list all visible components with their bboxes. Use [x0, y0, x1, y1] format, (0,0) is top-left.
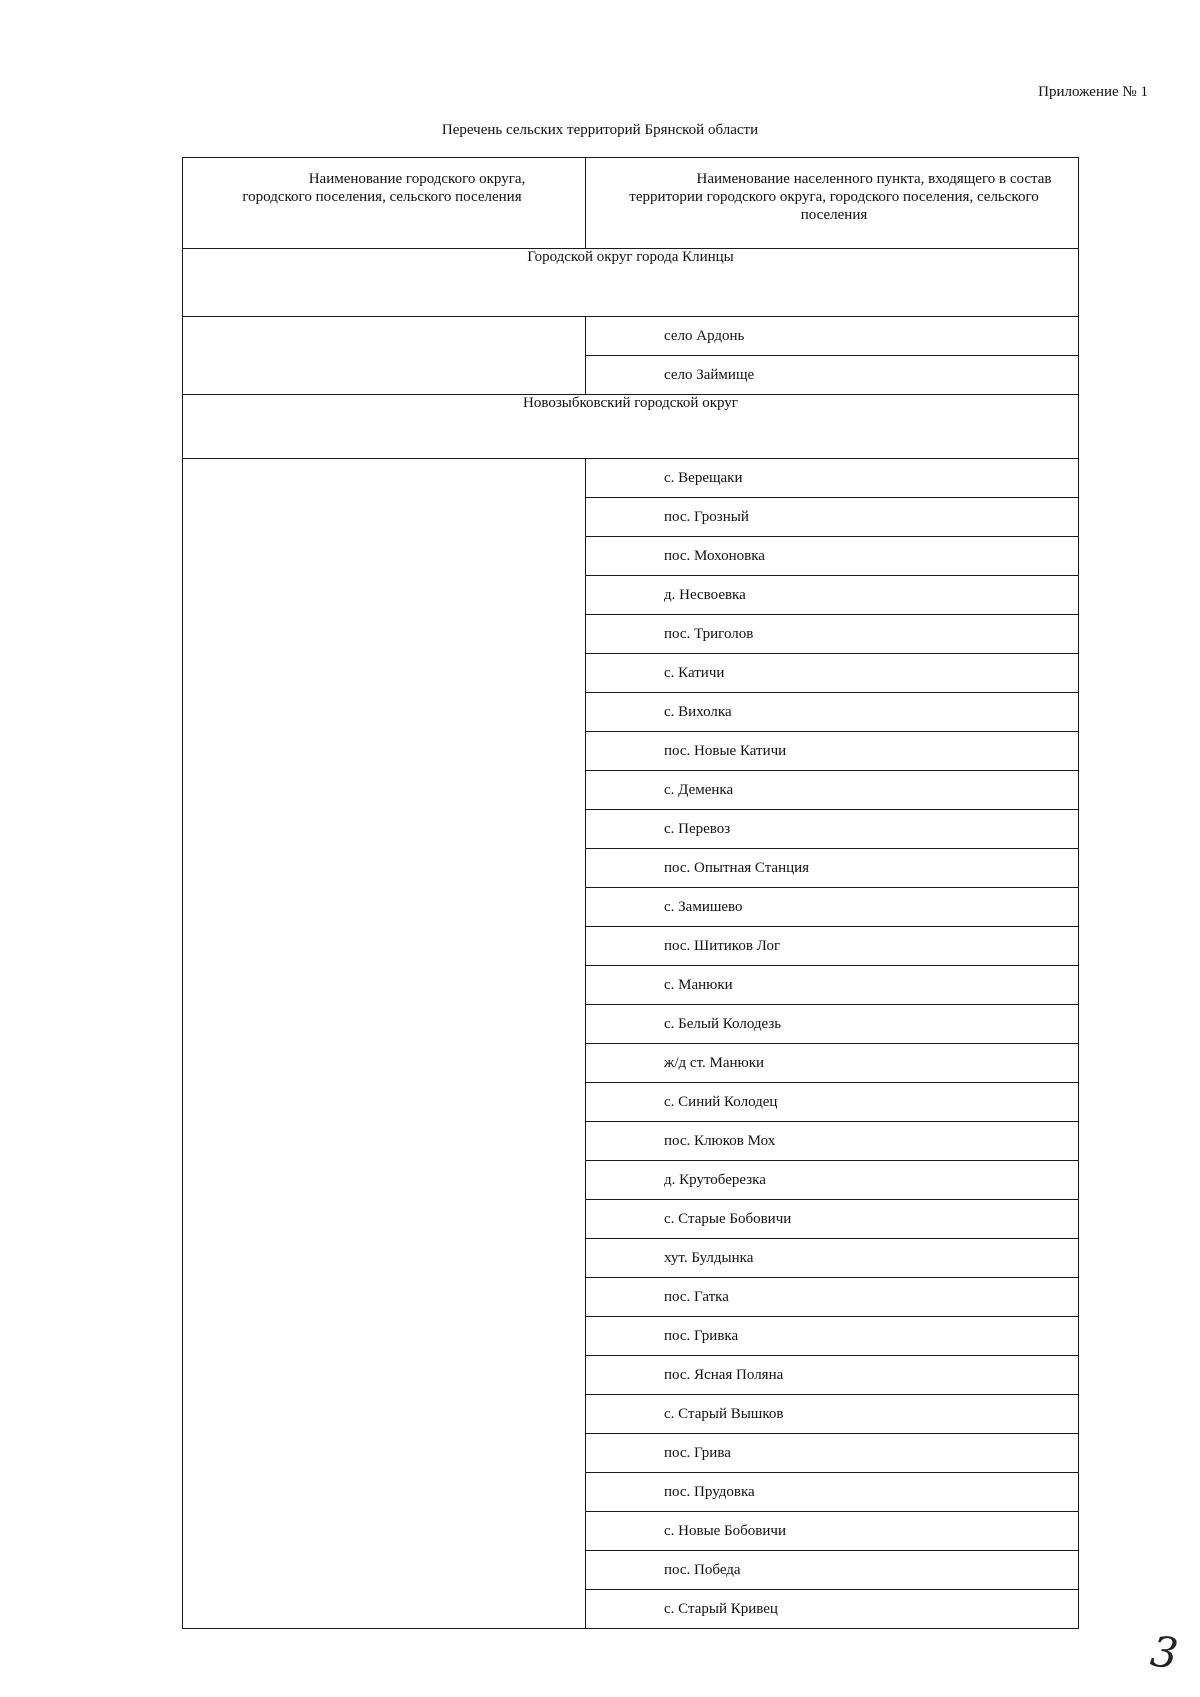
settlement-name: с. Синий Колодец: [586, 1083, 1079, 1122]
settlement-name: пос. Гатка: [586, 1278, 1079, 1317]
settlement-name: с. Старый Вышков: [586, 1395, 1079, 1434]
header-right-line-2: территории городского округа, городского поселения, сельского: [629, 189, 1039, 205]
settlement-name: с. Вихолка: [586, 693, 1079, 732]
blank-municipality-cell: [183, 459, 586, 1629]
settlement-name: с. Старый Кривец: [586, 1590, 1079, 1629]
handwritten-page-number: 3: [1147, 1626, 1182, 1679]
header-right-line-1: Наименование населенного пункта, входящего в состав: [696, 171, 1052, 187]
territories-table: [182, 157, 1079, 1629]
settlement-name: пос. Триголов: [586, 615, 1079, 654]
header-right-cell: [586, 158, 1079, 249]
header-right-line-3: поселения: [800, 207, 868, 223]
settlement-name: с. Замишево: [586, 888, 1079, 927]
settlement-name: пос. Мохоновка: [586, 537, 1079, 576]
settlement-name: пос. Шитиков Лог: [586, 927, 1079, 966]
settlement-name: с. Старые Бобовичи: [586, 1200, 1079, 1239]
settlement-name: с. Деменка: [586, 771, 1079, 810]
settlement-name: пос. Клюков Мох: [586, 1122, 1079, 1161]
table-header-row: [183, 158, 1079, 249]
table-row: [183, 459, 1079, 498]
settlement-name: село Займище: [586, 356, 1079, 395]
settlement-name: д. Крутоберезка: [586, 1161, 1079, 1200]
settlement-name: пос. Прудовка: [586, 1473, 1079, 1512]
settlement-name: село Ардонь: [586, 317, 1079, 356]
settlement-name: хут. Булдынка: [586, 1239, 1079, 1278]
settlement-name: пос. Новые Катичи: [586, 732, 1079, 771]
blank-municipality-cell: [183, 317, 586, 395]
settlement-name: с. Перевоз: [586, 810, 1079, 849]
settlement-name: с. Белый Колодезь: [586, 1005, 1079, 1044]
header-left-line-2: городского поселения, сельского поселения: [242, 189, 522, 205]
settlement-name: с. Верещаки: [586, 459, 1079, 498]
settlement-name: пос. Ясная Поляна: [586, 1356, 1079, 1395]
settlement-name: пос. Победа: [586, 1551, 1079, 1590]
section-row: [183, 249, 1079, 317]
section-title: Новозыбковский городской округ: [183, 395, 1079, 459]
document-title: Перечень сельских территорий Брянской области: [441, 122, 759, 138]
annex-label: Приложение № 1: [1038, 84, 1148, 100]
settlement-name: с. Катичи: [586, 654, 1079, 693]
settlement-name: ж/д ст. Манюки: [586, 1044, 1079, 1083]
settlement-name: пос. Грозный: [586, 498, 1079, 537]
settlement-name: с. Манюки: [586, 966, 1079, 1005]
header-left-cell: [183, 158, 586, 249]
table-row: [183, 317, 1079, 356]
settlement-name: пос. Гривка: [586, 1317, 1079, 1356]
section-title: Городской округ города Клинцы: [183, 249, 1079, 317]
settlement-name: с. Новые Бобовичи: [586, 1512, 1079, 1551]
settlement-name: пос. Грива: [586, 1434, 1079, 1473]
section-row: [183, 395, 1079, 459]
header-left-line-1: Наименование городского округа,: [308, 171, 526, 187]
settlement-name: д. Несвоевка: [586, 576, 1079, 615]
settlement-name: пос. Опытная Станция: [586, 849, 1079, 888]
